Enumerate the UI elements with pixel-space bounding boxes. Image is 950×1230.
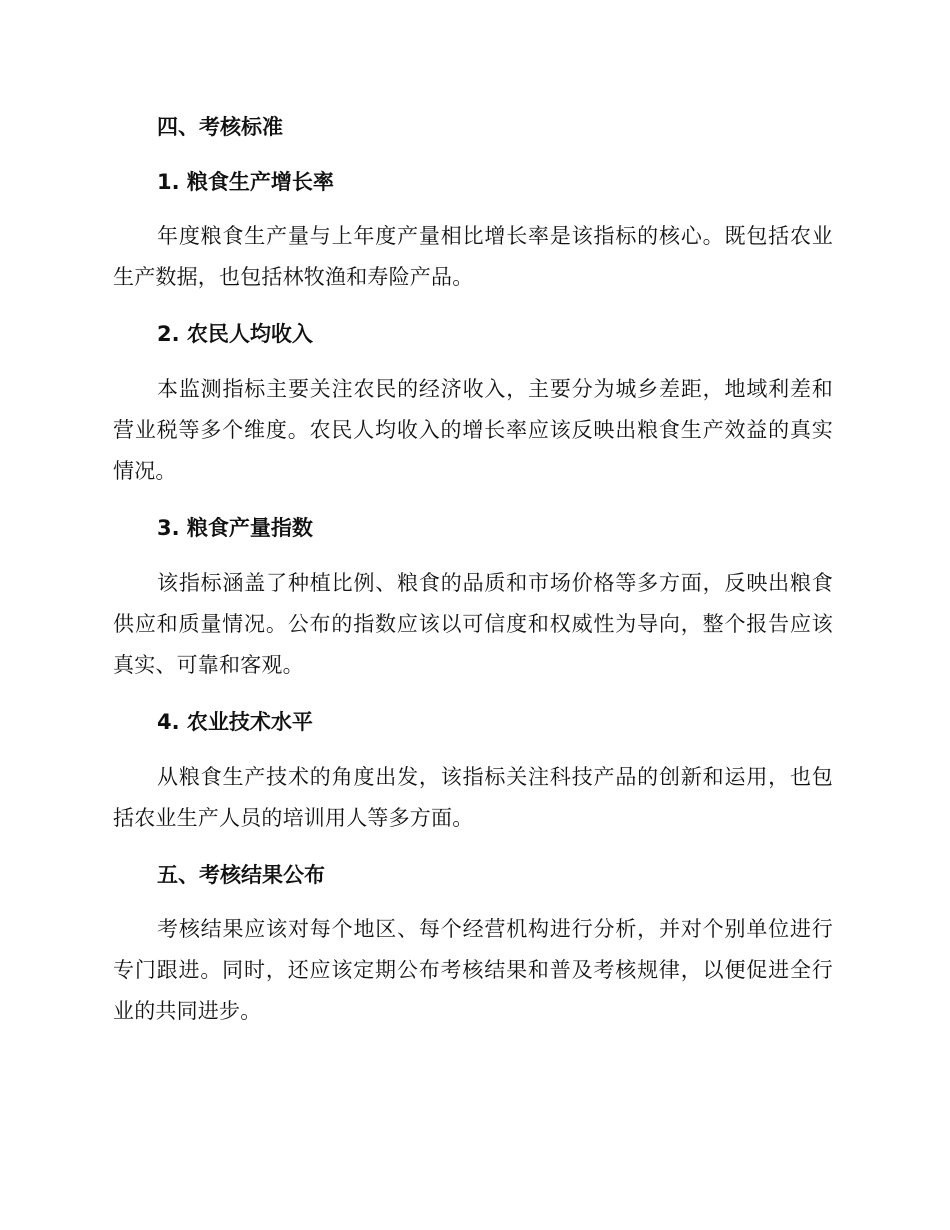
section-5-paragraph: 考核结果应该对每个地区、每个经营机构进行分析，并对个别单位进行专门跟进。同时，还应该定期公布考核结果和普及考核规律，以便促进全行业的共同进步。	[113, 917, 833, 1023]
item-1-heading: 1. 粮食生产增长率	[157, 170, 334, 194]
item-3-heading: 3. 粮食产量指数	[157, 516, 313, 540]
section-5-heading: 五、考核结果公布	[157, 863, 325, 887]
item-1-paragraph: 年度粮食生产量与上年度产量相比增长率是该指标的核心。既包括农业生产数据，也包括林牧渔和寿险产品。	[113, 224, 833, 289]
item-2-paragraph: 本监测指标主要关注农民的经济收入，主要分为城乡差距，地域利差和营业税等多个维度。农民人均收入的增长率应该反映出粮食生产效益的真实情况。	[113, 377, 833, 483]
item-4-paragraph: 从粮食生产技术的角度出发，该指标关注科技产品的创新和运用，也包括农业生产人员的培训用人等多方面。	[113, 765, 833, 830]
section-4-heading: 四、考核标准	[157, 115, 283, 139]
item-2-heading: 2. 农民人均收入	[157, 322, 313, 346]
item-3-paragraph: 该指标涵盖了种植比例、粮食的品质和市场价格等多方面，反映出粮食供应和质量情况。公布的指数应该以可信度和权威性为导向，整个报告应该真实、可靠和客观。	[113, 571, 833, 677]
item-4-heading: 4. 农业技术水平	[157, 710, 313, 734]
